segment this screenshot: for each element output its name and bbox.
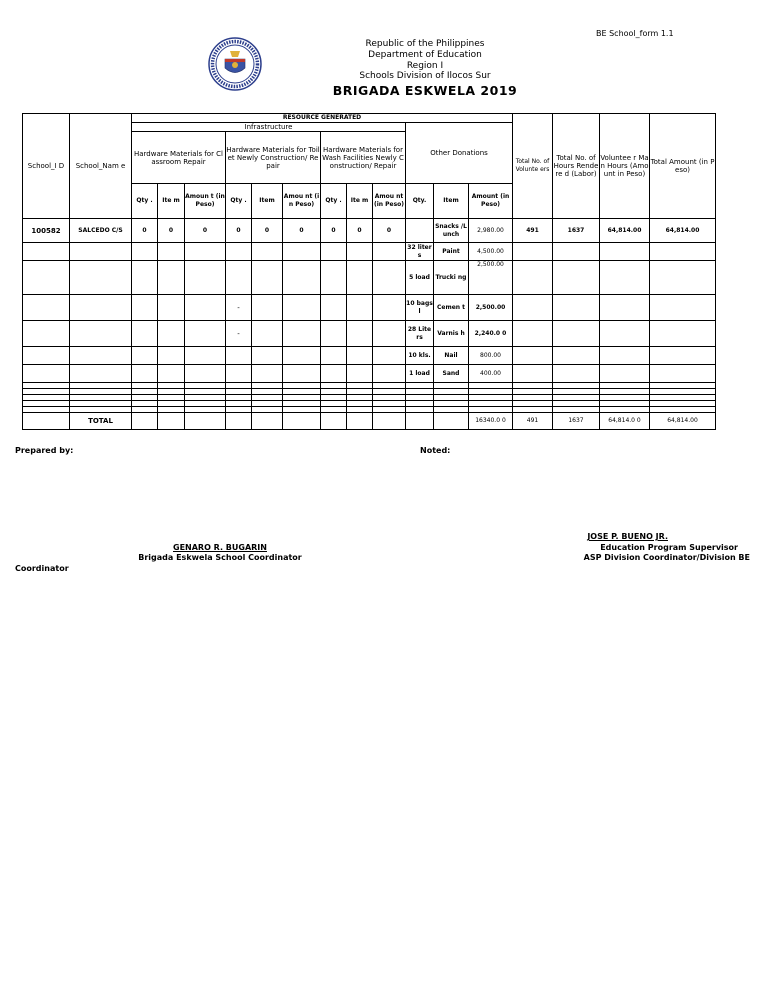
qty-header: Qty . bbox=[226, 184, 252, 219]
table-cell bbox=[406, 219, 434, 243]
table-row bbox=[23, 261, 716, 295]
donation-item-cell: Varnis h bbox=[434, 321, 469, 347]
left-signatory-name: GENARO R. BUGARIN bbox=[173, 543, 267, 552]
header-division: Schools Division of Ilocos Sur bbox=[359, 71, 491, 81]
donation-item-cell: Nail bbox=[434, 347, 469, 365]
dash-cell: - bbox=[226, 321, 252, 347]
header-department: Department of Education bbox=[368, 50, 482, 60]
school-name-cell: SALCEDO C/S bbox=[70, 219, 132, 243]
donation-item-cell: Trucki ng bbox=[434, 261, 469, 295]
total-hours-cell: 1637 bbox=[553, 413, 600, 430]
infrastructure-header: Infrastructure bbox=[132, 123, 406, 132]
donation-item-cell: Cemen t bbox=[434, 295, 469, 321]
total-label: TOTAL bbox=[70, 413, 132, 430]
volunteers-cell: 491 bbox=[513, 219, 553, 243]
form-code: BE School_form 1.1 bbox=[596, 29, 674, 38]
table-cell: 0 bbox=[347, 219, 373, 243]
donation-amount-cell: 4,500.00 bbox=[469, 243, 513, 261]
left-signatory-title: Brigada Eskwela School Coordinator bbox=[138, 553, 302, 562]
table-cell: 0 bbox=[158, 219, 185, 243]
donation-amount-cell: 2,240.0 0 bbox=[469, 321, 513, 347]
donation-item-cell: Snacks /Lunch bbox=[434, 219, 469, 243]
donation-qty-cell: 32 liters bbox=[407, 243, 432, 259]
table-cell: 0 bbox=[185, 219, 226, 243]
donation-amount-cell: 2,500.00 bbox=[469, 295, 513, 321]
header-republic: Republic of the Philippines bbox=[365, 39, 485, 49]
man-hours-cell: 64,814.00 bbox=[600, 219, 650, 243]
table-cell: 0 bbox=[132, 219, 158, 243]
noted-label: Noted: bbox=[420, 446, 451, 455]
amount-header: Amoun t (in Peso) bbox=[185, 184, 226, 219]
table-row bbox=[23, 365, 716, 383]
table-row bbox=[23, 347, 716, 365]
donation-item-cell: Sand bbox=[434, 365, 469, 383]
amount-header: Amou nt (in Peso) bbox=[373, 184, 406, 219]
hours-cell: 1637 bbox=[553, 219, 600, 243]
right-signatory-role: ASP Division Coordinator/Division BE bbox=[583, 553, 750, 562]
hw-toilet-header: Hardware Materials for Toilet Newly Construction/ Repair bbox=[226, 132, 321, 184]
item-header: Item bbox=[252, 184, 283, 219]
total-hours-header: Total No. of Hours Rendere d (Labor) bbox=[553, 114, 600, 219]
table-row bbox=[23, 243, 716, 261]
school-id-cell: 100582 bbox=[23, 219, 70, 243]
item-header: Item bbox=[434, 184, 469, 219]
table-cell: 0 bbox=[252, 219, 283, 243]
hw-wash-header: Hardware Materials for Wash Facilities Newly Construction/ Repair bbox=[321, 132, 406, 184]
table-row bbox=[23, 219, 716, 243]
table-cell: 0 bbox=[226, 219, 252, 243]
prepared-by-label: Prepared by: bbox=[15, 446, 74, 455]
total-amount-header: Total Amount (in Peso) bbox=[650, 114, 716, 219]
donation-amount-cell: 2,980.00 bbox=[469, 219, 513, 243]
total-amount-cell: 64,814.00 bbox=[650, 219, 716, 243]
donation-amount-cell: 400.00 bbox=[469, 365, 513, 383]
item-header: Ite m bbox=[347, 184, 373, 219]
table-cell: 0 bbox=[373, 219, 406, 243]
right-signatory-title: Education Program Supervisor bbox=[600, 543, 738, 552]
donation-qty-cell: 28 Lite rs bbox=[406, 321, 434, 347]
hw-classroom-header: Hardware Materials for Classroom Repair bbox=[132, 132, 226, 184]
table-row bbox=[23, 321, 716, 347]
qty-header: Qty . bbox=[132, 184, 158, 219]
donation-amount-cell: 800.00 bbox=[469, 347, 513, 365]
amount-header: Amount (in Peso) bbox=[469, 184, 513, 219]
donation-amount-cell: 2,500.00 bbox=[469, 261, 513, 295]
left-signatory-title-cont: Coordinator bbox=[15, 564, 69, 573]
table-cell: 0 bbox=[321, 219, 347, 243]
school-id-header: School_I D bbox=[23, 114, 70, 219]
resource-generated-header: RESOURCE GENERATED bbox=[132, 114, 513, 123]
other-donations-header: Other Donations bbox=[406, 123, 513, 184]
amount-header: Amou nt (in Peso) bbox=[283, 184, 321, 219]
resource-table bbox=[22, 113, 716, 430]
table-row bbox=[23, 295, 716, 321]
item-header: Ite m bbox=[158, 184, 185, 219]
donation-qty-cell: 1 load bbox=[406, 365, 434, 383]
donation-qty-cell: 10 bags l bbox=[406, 295, 434, 321]
donation-qty-cell: 5 load bbox=[406, 261, 434, 295]
donation-item-cell: Paint bbox=[434, 243, 469, 261]
dash-cell: - bbox=[226, 295, 252, 321]
school-name-header: School_Nam e bbox=[70, 114, 132, 219]
qty-header: Qty . bbox=[321, 184, 347, 219]
header-region: Region I bbox=[406, 61, 444, 71]
total-man-hours-cell: 64,814.0 0 bbox=[600, 413, 650, 430]
grand-total-cell: 64,814.00 bbox=[650, 413, 716, 430]
table-cell: 0 bbox=[283, 219, 321, 243]
total-donations-cell: 16340.0 0 bbox=[469, 413, 513, 430]
page-title: BRIGADA ESKWELA 2019 bbox=[332, 83, 518, 98]
total-volunteers-cell: 491 bbox=[513, 413, 553, 430]
total-volunteers-header: Total No. of Volunte ers bbox=[513, 114, 553, 219]
donation-qty-cell: 10 kls. bbox=[406, 347, 434, 365]
qty-header: Qty. bbox=[406, 184, 434, 219]
right-signatory-name: JOSE P. BUENO JR. bbox=[587, 532, 668, 541]
volunteer-man-hours-header: Voluntee r Man Hours (Amount in Peso) bbox=[600, 114, 650, 219]
total-row bbox=[23, 413, 716, 430]
